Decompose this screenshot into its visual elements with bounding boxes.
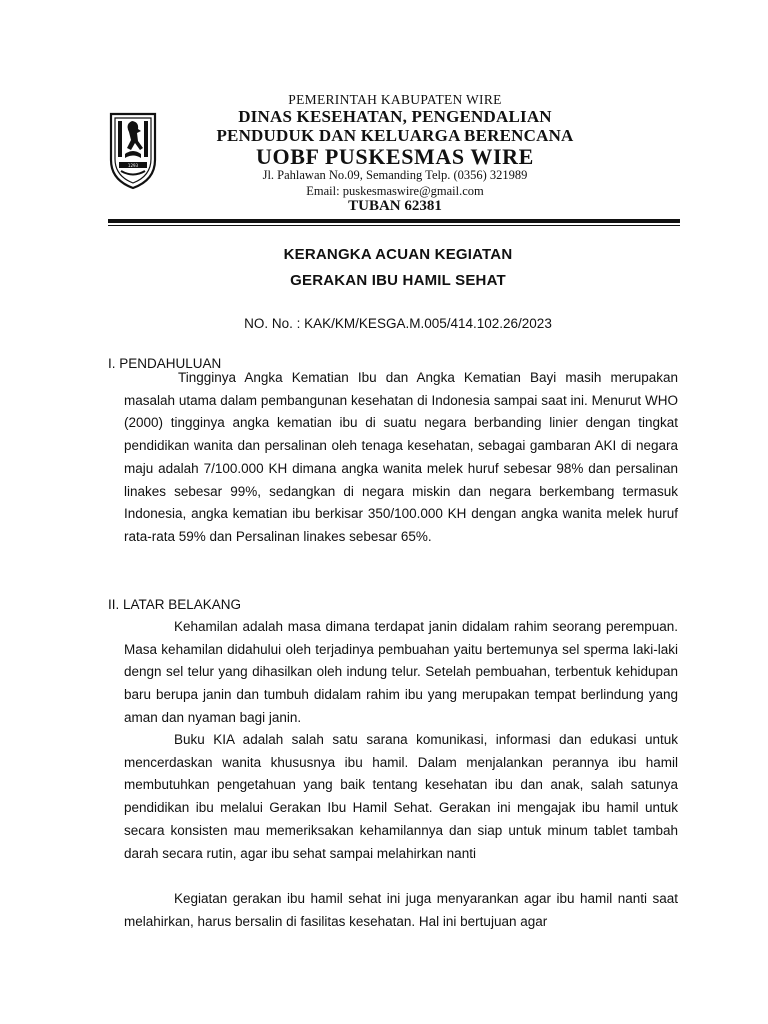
letterhead-divider-thin — [108, 225, 680, 226]
letterhead-unit-name: UOBF PUSKESMAS WIRE — [256, 144, 534, 169]
letterhead-city: TUBAN 62381 — [348, 198, 442, 214]
svg-text:1293: 1293 — [127, 163, 139, 168]
section-heading-pendahuluan: I. PENDAHULUAN — [108, 356, 222, 371]
letterhead-agency-line1: DINAS KESEHATAN, PENGENDALIAN — [238, 107, 552, 126]
letterhead-agency-line2: PENDUDUK DAN KELUARGA BERENCANA — [216, 126, 574, 145]
paragraph-pendahuluan-1: Tingginya Angka Kematian Ibu dan Angka Kematian Bayi masih merupakan masalah utama dalam pembangunan kesehatan di Indonesia sampai saat ini. Menurut WHO (2000) tingginya angka kematian ibu di suatu negara berbanding linier dengan tingkat pendidikan wanita dan persalinan oleh tenaga kesehatan, sebagai gambaran AKI di negara maju adalah 7/100.000 KH dimana angka wanita melek huruf sebesar 98% dan persalinan linakes sebesar 99%, sedangkan di negara miskin dan negara berkembang termasuk Indonesia, angka kematian ibu berkisar 350/100.000 KH dengan angka wanita melek huruf rata-rata 59% dan Persalinan linakes sebesar 65%. — [124, 370, 678, 544]
letterhead-email: Email: puskesmaswire@gmail.com — [306, 184, 484, 198]
letterhead — [0, 88, 768, 218]
section-heading-latar-belakang: II. LATAR BELAKANG — [108, 597, 242, 612]
paragraph-latar-belakang-3: Kegiatan gerakan ibu hamil sehat ini juga menyarankan agar ibu hamil nanti saat melahirkan, harus bersalin di fasilitas kesehatan. Hal ini bertujuan agar — [124, 891, 678, 929]
document-title: KERANGKA ACUAN KEGIATAN — [283, 246, 513, 263]
letterhead-divider-thick — [108, 219, 680, 223]
regional-emblem-icon — [105, 110, 161, 190]
document-number: NO. No. : KAK/KM/KESGA.M.005/414.102.26/2023 — [244, 316, 552, 331]
letterhead-address: Jl. Pahlawan No.09, Semanding Telp. (0356) 321989 — [262, 168, 528, 182]
letterhead-government: PEMERINTAH KABUPATEN WIRE — [288, 92, 502, 107]
paragraph-latar-belakang-2: Buku KIA adalah salah satu sarana komunikasi, informasi dan edukasi untuk mencerdaskan wanita khususnya ibu hamil. Dalam menjalankan perannya ibu hamil membutuhkan pengetahuan yang baik tentang kesehatan ibu dan anak, salah satunya pendidikan ibu melalui Gerakan Ibu Hamil Sehat. Gerakan ini mengajak ibu hamil untuk secara konsisten mau memeriksakan kehamilannya dan siap untuk minum tablet tambah darah secara rutin, agar ibu sehat sampai melahirkan nanti — [124, 732, 678, 861]
paragraph-latar-belakang-1: Kehamilan adalah masa dimana terdapat janin didalam rahim seorang perempuan. Masa kehamilan didahului oleh terjadinya pembuahan yaitu bertemunya sel sperma laki-laki dengn sel telur yang dihasilkan oleh indung telur. Setelah pembuahan, terbentuk kehidupan baru berupa janin dan tumbuh didalam rahim ibu yang merupakan tempat berlindung yang aman dan nyaman bagi janin. — [124, 619, 678, 725]
document-subtitle: GERAKAN IBU HAMIL SEHAT — [290, 272, 506, 289]
